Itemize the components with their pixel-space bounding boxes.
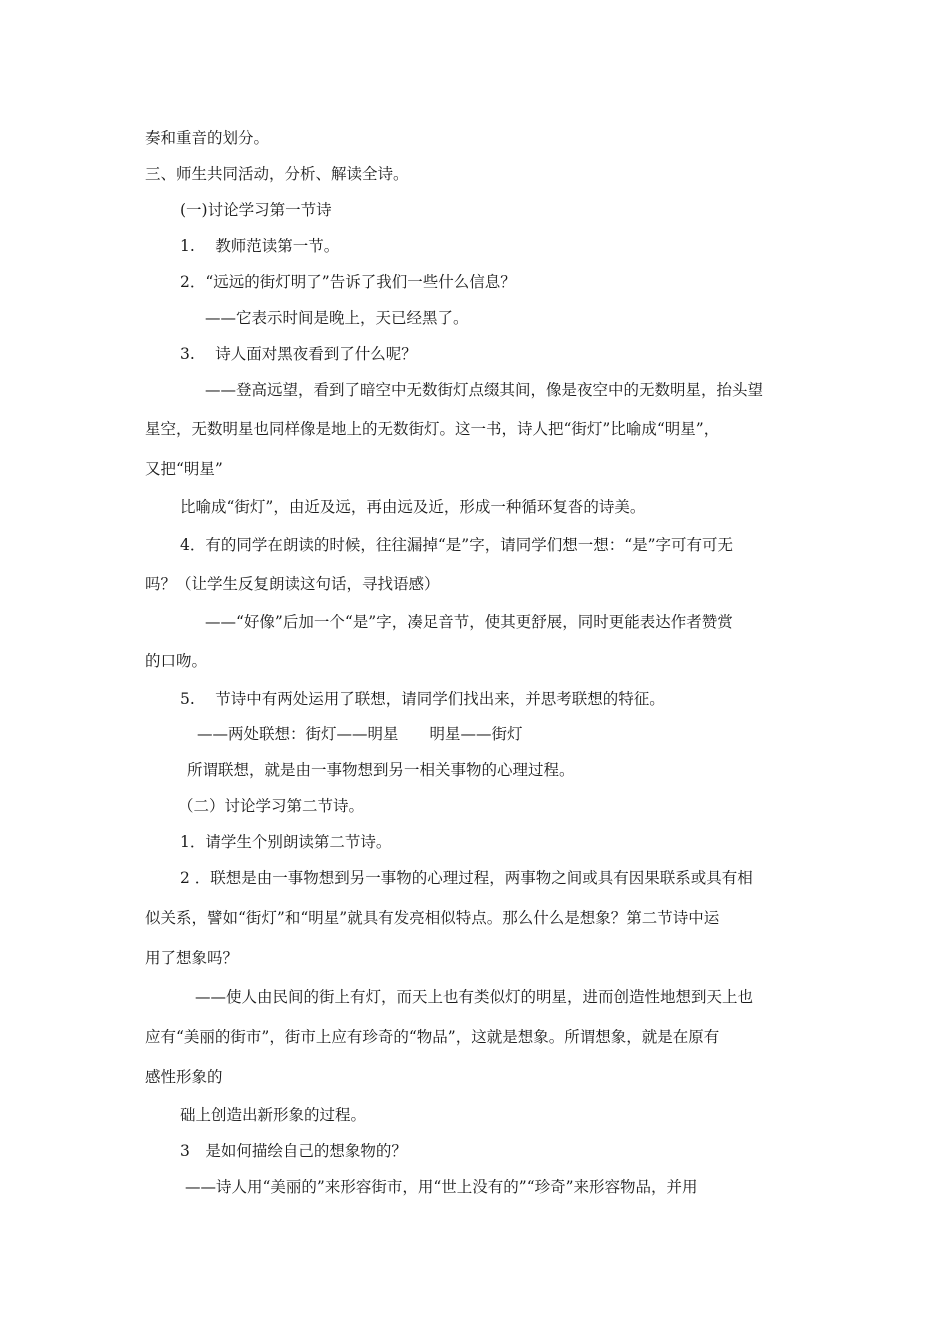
answer-line: ——使人由民间的街上有灯，而天上也有类似灯的明星，进而创造性地想到天上也 (195, 988, 754, 1006)
question-item: 2 ．联想是由一事物想到另一事物的心理过程，两事物之间或具有因果联系或具有相 (180, 869, 753, 887)
question-item: 1. 教师范读第一节。 (180, 237, 340, 255)
subsection-heading: (一)讨论学习第一节诗 (180, 201, 332, 219)
text-line: 所谓联想，就是由一事物想到另一相关事物的心理过程。 (187, 761, 575, 779)
answer-line: ——两处联想：街灯——明星 明星——街灯 (197, 725, 523, 743)
text-line: 奏和重音的划分。 (145, 129, 270, 147)
text-line: 础上创造出新形象的过程。 (180, 1106, 367, 1124)
text-line: 星空，无数明星也同样像是地上的无数街灯。这一书，诗人把“街灯”比喻成“明星”， (145, 420, 720, 438)
answer-line: ——它表示时间是晚上，天已经黑了。 (205, 309, 469, 327)
question-item: 4．有的同学在朗读的时候，往往漏掉“是”字，请同学们想一想：“是”字可有可无 (180, 536, 734, 554)
answer-line: ——诗人用“美丽的”来形容街市，用“世上没有的”“珍奇”来形容物品，并用 (185, 1178, 698, 1196)
text-line: 又把“明星” (145, 460, 223, 478)
answer-line: ——登高远望，看到了暗空中无数街灯点缀其间，像是夜空中的无数明星，抬头望 (205, 381, 764, 399)
text-line: 应有“美丽的街市”，街市上应有珍奇的“物品”，这就是想象。所谓想象，就是在原有 (145, 1028, 720, 1046)
question-item: 3 是如何描绘自己的想象物的？ (180, 1142, 407, 1160)
question-item: 2．“远远的街灯明了”告诉了我们一些什么信息？ (180, 273, 516, 291)
text-line: 感性形象的 (145, 1068, 223, 1086)
text-line: 吗？（让学生反复朗读这句话，寻找语感） (145, 575, 440, 593)
text-line: 似关系，譬如“街灯”和“明星”就具有发亮相似特点。那么什么是想象？第二节诗中运 (145, 909, 720, 927)
text-line: 比喻成“街灯”，由近及远，再由远及近，形成一种循环复沓的诗美。 (180, 498, 646, 516)
question-item: 3. 诗人面对黑夜看到了什么呢？ (180, 345, 417, 363)
text-line: 用了想象吗？ (145, 949, 239, 967)
text-line: 的口吻。 (145, 652, 208, 670)
answer-line: ——“好像”后加一个“是”字，凑足音节，使其更舒展，同时更能表达作者赞赏 (205, 613, 733, 631)
subsection-heading: （二）讨论学习第二节诗。 (178, 797, 365, 815)
section-heading: 三、师生共同活动，分析、解读全诗。 (145, 165, 409, 183)
question-item: 1．请学生个别朗读第二节诗。 (180, 833, 392, 851)
question-item: 5. 节诗中有两处运用了联想，请同学们找出来，并思考联想的特征。 (180, 690, 665, 708)
